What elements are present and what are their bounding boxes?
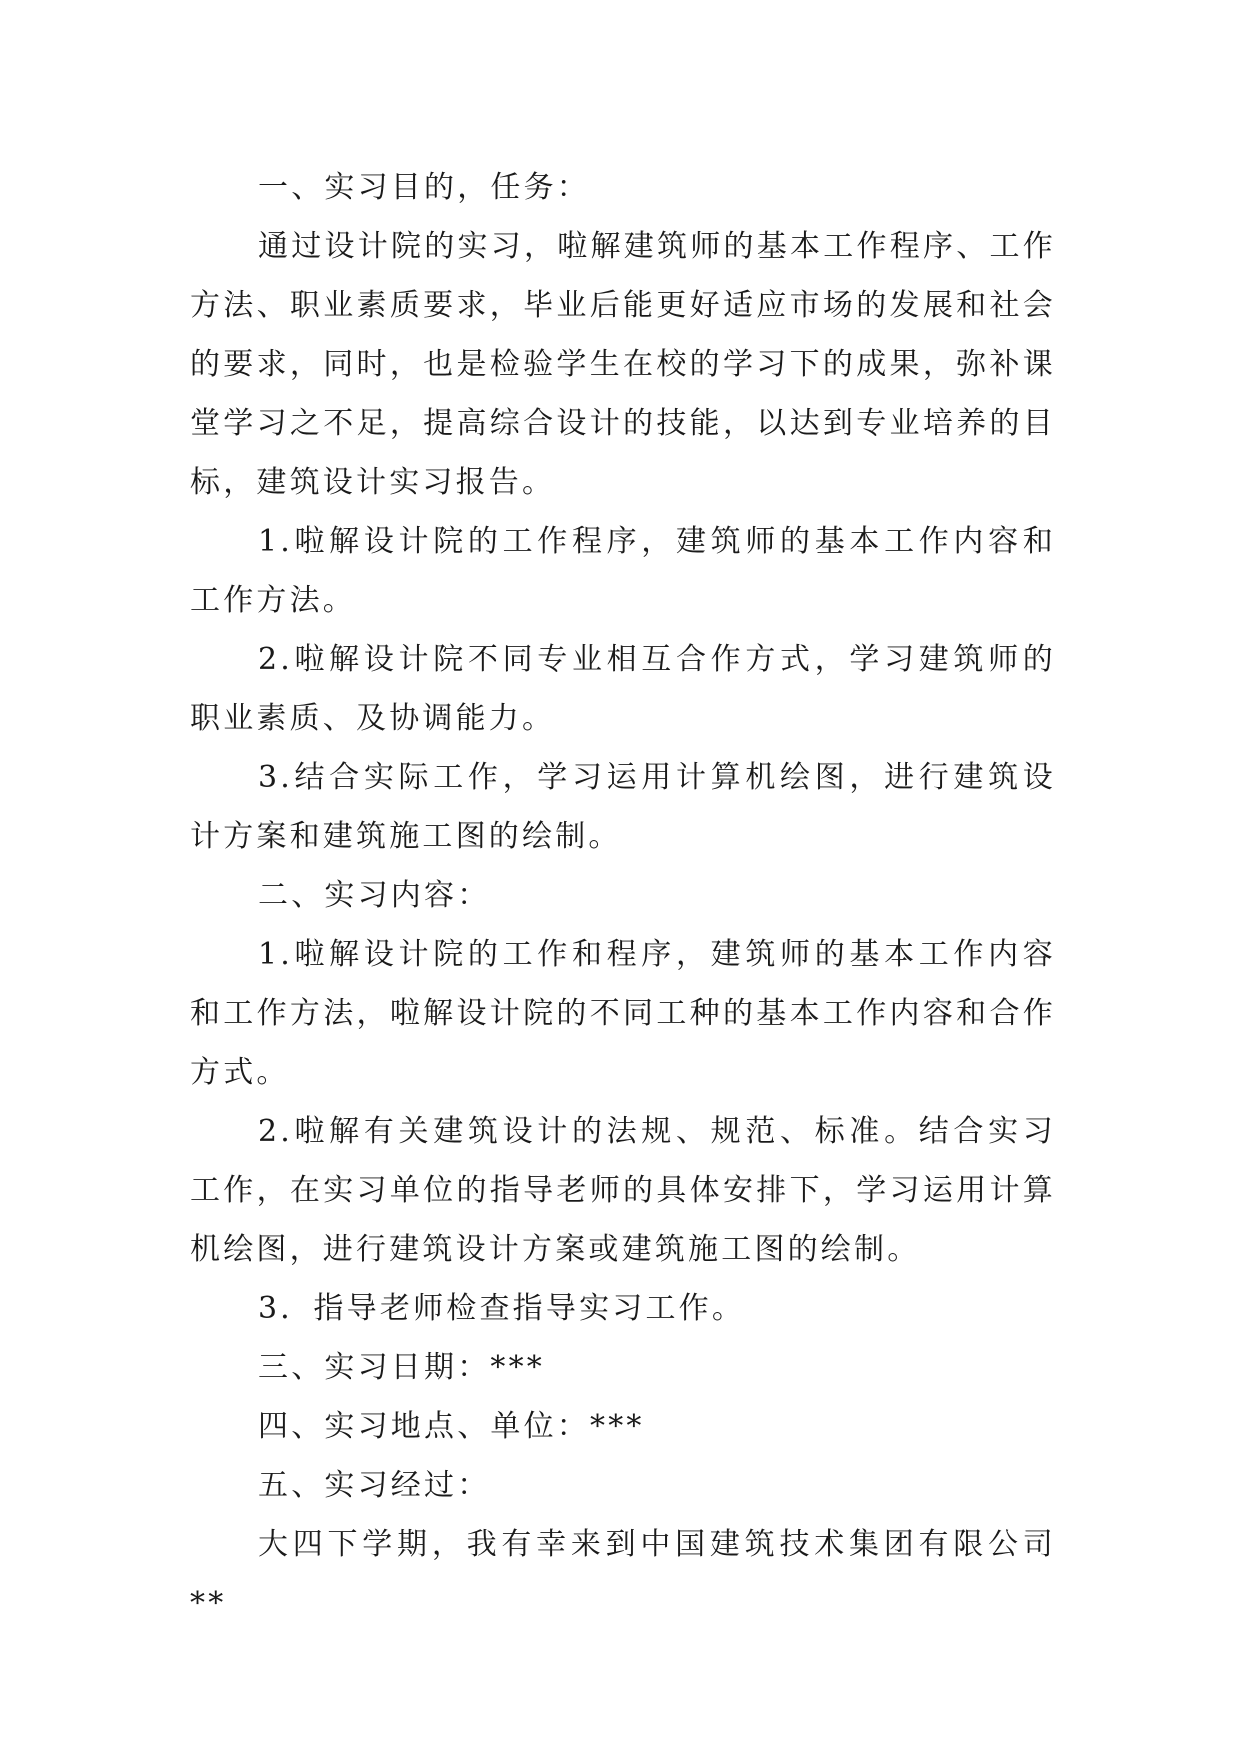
- section-heading-purpose: 一、实习目的，任务：: [258, 170, 590, 205]
- paragraph-process: 大四下学期，我有幸来到中国建筑技术集团有限公司**: [190, 1527, 1056, 1621]
- list-item-purpose-1: 1.啦解设计院的工作程序，建筑师的基本工作内容和工作方法。: [190, 524, 1056, 618]
- list-item-content-3: 3．指导老师检查指导实习工作。: [258, 1291, 746, 1326]
- document-body: [190, 158, 1056, 1633]
- section-heading-process: 五、实习经过：: [258, 1468, 491, 1503]
- list-item-content-2: 2.啦解有关建筑设计的法规、规范、标准。结合实习工作，在实习单位的指导老师的具体安排下，学习运用计算机绘图，进行建筑设计方案或建筑施工图的绘制。: [190, 1114, 1056, 1267]
- section-heading-content: 二、实习内容：: [258, 878, 491, 913]
- section-heading-location: 四、实习地点、单位：***: [258, 1409, 645, 1444]
- paragraph-purpose: 通过设计院的实习，啦解建筑师的基本工作程序、工作方法、职业素质要求，毕业后能更好适应市场的发展和社会的要求，同时，也是检验学生在校的学习下的成果，弥补课堂学习之不足，提高综合设计的技能，以达到专业培养的目标，建筑设计实习报告。: [190, 229, 1056, 500]
- list-item-purpose-2: 2.啦解设计院不同专业相互合作方式，学习建筑师的职业素质、及协调能力。: [190, 642, 1056, 736]
- section-heading-date: 三、实习日期：***: [258, 1350, 545, 1385]
- list-item-purpose-3: 3.结合实际工作，学习运用计算机绘图，进行建筑设计方案和建筑施工图的绘制。: [190, 760, 1056, 854]
- list-item-content-1: 1.啦解设计院的工作和程序，建筑师的基本工作内容和工作方法，啦解设计院的不同工种的基本工作内容和合作方式。: [190, 937, 1056, 1090]
